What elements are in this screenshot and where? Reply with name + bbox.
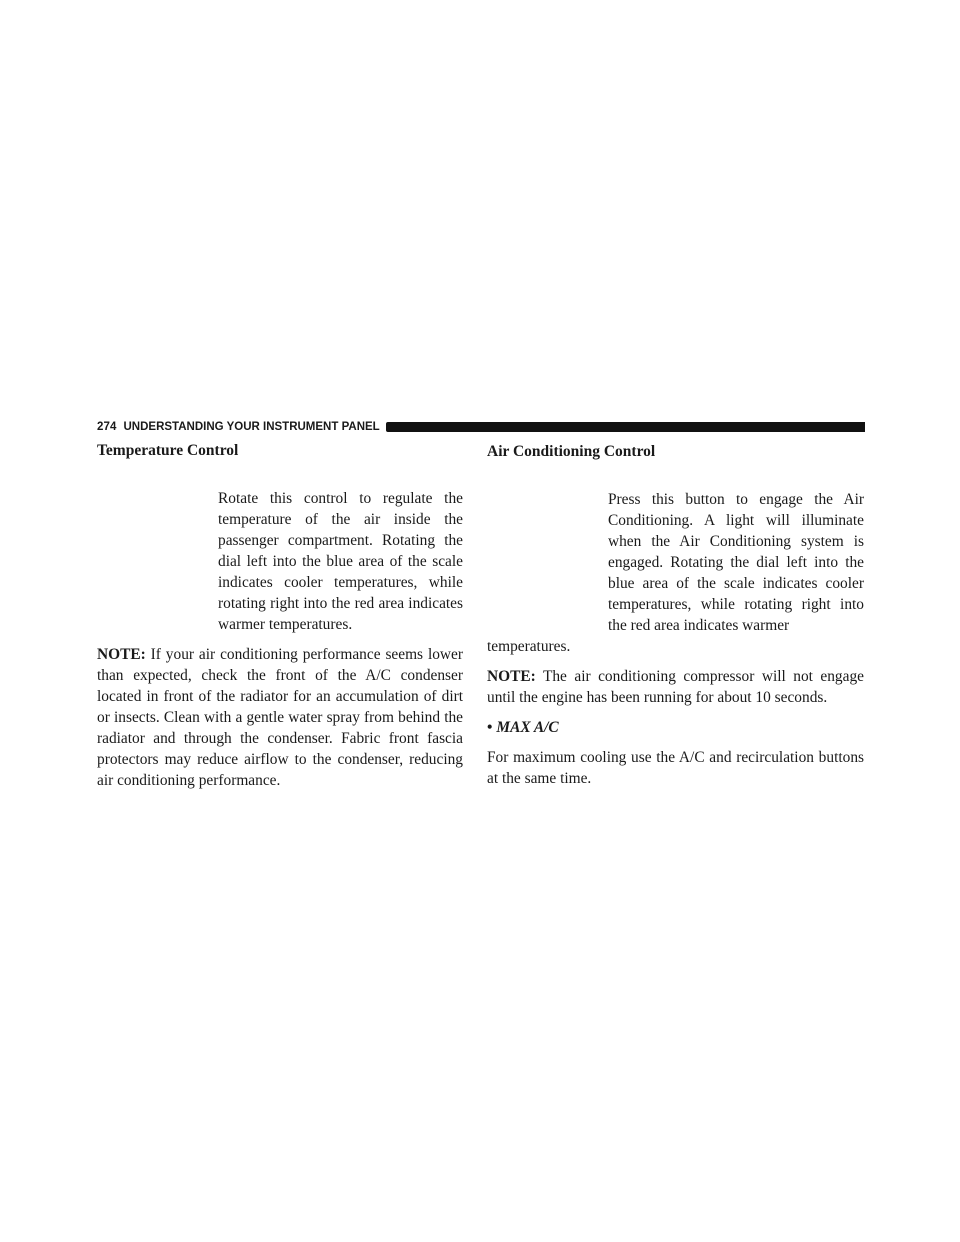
- air-conditioning-description-end: temperatures.: [487, 638, 571, 655]
- header-rule: [386, 422, 865, 432]
- section-title: UNDERSTANDING YOUR INSTRUMENT PANEL: [123, 421, 380, 433]
- max-ac-label: MAX A/C: [496, 719, 559, 736]
- left-column: [97, 440, 463, 791]
- bullet-icon: •: [487, 719, 493, 736]
- right-column: [487, 440, 864, 789]
- air-conditioning-control-heading: Air Conditioning Control: [487, 443, 656, 460]
- note-text: The air conditioning compressor will not engage until the engine has been running for about 10 seconds.: [487, 668, 864, 706]
- page-header: [97, 419, 865, 435]
- max-ac-description: For maximum cooling use the A/C and recirculation buttons at the same time.: [487, 749, 864, 787]
- note-label: NOTE:: [97, 646, 146, 663]
- temperature-control-heading: Temperature Control: [97, 442, 239, 459]
- note-text: If your air conditioning performance seems lower than expected, check the front of the A/C condenser located in front of the radiator for an accumulation of dirt or insects. Clean with a gentle water spray from behind the radiator and through the condenser. Fabric front fascia protectors may reduce airflow to the condenser, reducing air conditioning performance.: [97, 646, 463, 789]
- temperature-note: [97, 644, 463, 791]
- page-number: 274: [97, 421, 117, 433]
- max-ac-bullet: [487, 717, 864, 738]
- air-conditioning-note: [487, 666, 864, 708]
- air-conditioning-description: Press this button to engage the Air Conditioning. A light will illuminate when the Air Conditioning system is engaged. Rotating the dial left into the blue area of the scale indicates cooler temperatures, while rotating right into the red area indicates warmer: [608, 491, 864, 634]
- note-label: NOTE:: [487, 668, 536, 685]
- temperature-control-description: Rotate this control to regulate the temperature of the air inside the passenger compartment. Rotating the dial left into the blue area of the scale indicates cooler temperatures, while rotating right into the red area indicates warmer temperatures.: [218, 490, 463, 633]
